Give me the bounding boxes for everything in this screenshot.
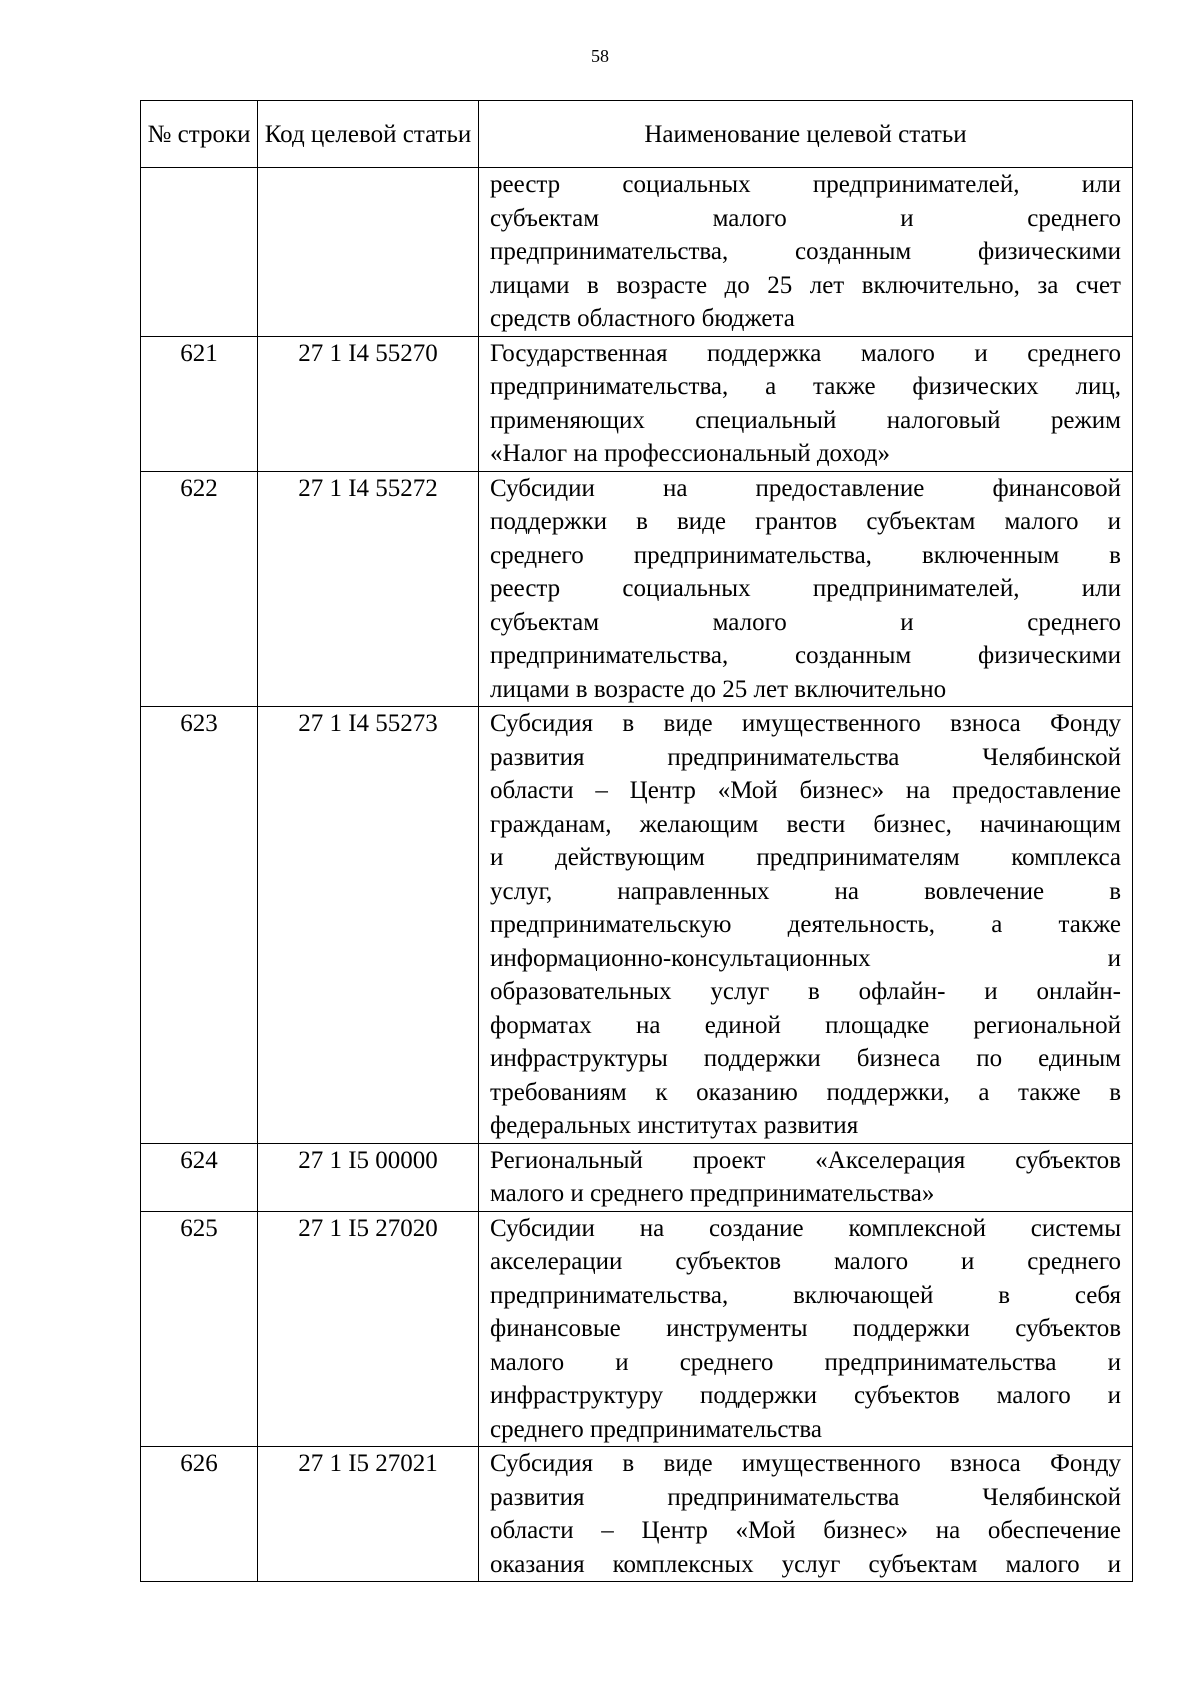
row-number-cell: 624: [141, 1143, 258, 1211]
row-number-cell: 621: [141, 336, 258, 471]
row-number-cell: [141, 168, 258, 337]
article-name-line: лицами в возрасте до 25 лет включительно, за счет: [490, 271, 1121, 299]
table-row: [141, 336, 1133, 471]
article-name-cell: [479, 1211, 1133, 1447]
header-row-number: № строки: [141, 101, 258, 168]
table-row: [141, 1143, 1133, 1211]
article-name-line: Субсидия в виде имущественного взноса Фонду: [490, 1450, 1121, 1477]
article-name-line: Субсидии на предоставление финансовой: [490, 474, 1121, 502]
article-name-line: услуг, направленных на вовлечение в: [490, 877, 1121, 905]
article-name-line: малого и среднего предпринимательства»: [490, 1180, 935, 1207]
article-name-line: лицами в возрасте до 25 лет включительно: [490, 675, 947, 703]
article-name-line: реестр социальных предпринимателей, или: [490, 171, 1121, 198]
row-number-cell: 623: [141, 707, 258, 1144]
article-name-line: области – Центр «Мой бизнес» на предоставление: [490, 777, 1121, 804]
article-name-line: Государственная поддержка малого и среднего: [490, 339, 1121, 367]
article-code-cell: 27 1 I5 00000: [258, 1143, 479, 1211]
table-row: [141, 471, 1133, 707]
article-name-line: инфраструктуры поддержки бизнеса по единым: [490, 1045, 1121, 1072]
header-article-code: Код целевой статьи: [258, 101, 479, 168]
article-name-line: среднего предпринимательства: [490, 1415, 822, 1443]
table-body: [141, 168, 1133, 1582]
article-name-line: средств областного бюджета: [490, 305, 795, 332]
article-name-cell: [479, 1447, 1133, 1582]
article-name-line: Субсидии на создание комплексной системы: [490, 1214, 1121, 1242]
article-name-line: среднего предпринимательства, включенным в: [490, 541, 1121, 569]
article-name-line: «Налог на профессиональный доход»: [490, 440, 890, 467]
article-code-cell: 27 1 I5 27021: [258, 1447, 479, 1582]
article-name-line: малого и среднего предпринимательства и: [490, 1348, 1121, 1376]
article-name-line: информационно-консультационных и: [490, 944, 1121, 972]
article-code-cell: 27 1 I4 55272: [258, 471, 479, 707]
article-name-line: предпринимательства, включающей в себя: [490, 1281, 1121, 1309]
table-header: [141, 101, 1133, 168]
article-name-line: предпринимательства, созданным физическими: [490, 238, 1121, 265]
article-name-line: развития предпринимательства Челябинской: [490, 743, 1121, 771]
article-name-line: акселерации субъектов малого и среднего: [490, 1248, 1121, 1275]
article-name-line: субъектам малого и среднего: [490, 204, 1121, 232]
article-name-line: реестр социальных предпринимателей, или: [490, 575, 1121, 602]
article-name-line: федеральных институтах развития: [490, 1112, 859, 1139]
article-name-line: поддержки в виде грантов субъектам малого и: [490, 508, 1121, 535]
article-name-cell: [479, 707, 1133, 1144]
article-name-line: развития предпринимательства Челябинской: [490, 1483, 1121, 1511]
row-number-cell: 626: [141, 1447, 258, 1582]
article-code-cell: 27 1 I5 27020: [258, 1211, 479, 1447]
row-number-cell: 622: [141, 471, 258, 707]
article-name-line: и действующим предпринимателям комплекса: [490, 844, 1121, 871]
article-code-cell: 27 1 I4 55273: [258, 707, 479, 1144]
article-name-line: области – Центр «Мой бизнес» на обеспечение: [490, 1517, 1121, 1544]
article-name-line: предпринимательства, а также физических лиц,: [490, 373, 1121, 400]
article-code-cell: 27 1 I4 55270: [258, 336, 479, 471]
article-name-cell: [479, 471, 1133, 707]
article-name-line: образовательных услуг в офлайн- и онлайн-: [490, 978, 1121, 1005]
article-name-line: инфраструктуру поддержки субъектов малого и: [490, 1382, 1121, 1409]
article-name-line: предпринимательства, созданным физическими: [490, 642, 1121, 669]
article-name-cell: [479, 168, 1133, 337]
article-name-line: субъектам малого и среднего: [490, 608, 1121, 636]
table-row: [141, 168, 1133, 337]
article-name-line: гражданам, желающим вести бизнес, начинающим: [490, 810, 1121, 838]
target-articles-table: [140, 100, 1133, 1582]
article-name-line: Субсидия в виде имущественного взноса Фонду: [490, 710, 1121, 737]
header-article-name: Наименование целевой статьи: [479, 101, 1133, 168]
header-row: [141, 101, 1133, 168]
article-code-cell: [258, 168, 479, 337]
article-name-line: предпринимательскую деятельность, а также: [490, 911, 1121, 938]
article-name-line: оказания комплексных услуг субъектам малого и: [490, 1550, 1121, 1578]
article-name-line: применяющих специальный налоговый режим: [490, 406, 1121, 434]
article-name-line: Региональный проект «Акселерация субъектов: [490, 1146, 1121, 1174]
table-row: [141, 1211, 1133, 1447]
article-name-line: форматах на единой площадке региональной: [490, 1011, 1121, 1039]
table-row: [141, 707, 1133, 1144]
article-name-cell: [479, 336, 1133, 471]
article-name-line: финансовые инструменты поддержки субъектов: [490, 1315, 1121, 1342]
article-name-line: требованиям к оказанию поддержки, а также в: [490, 1078, 1121, 1106]
row-number-cell: 625: [141, 1211, 258, 1447]
table-row: [141, 1447, 1133, 1582]
article-name-cell: [479, 1143, 1133, 1211]
page-number: 58: [591, 46, 609, 66]
